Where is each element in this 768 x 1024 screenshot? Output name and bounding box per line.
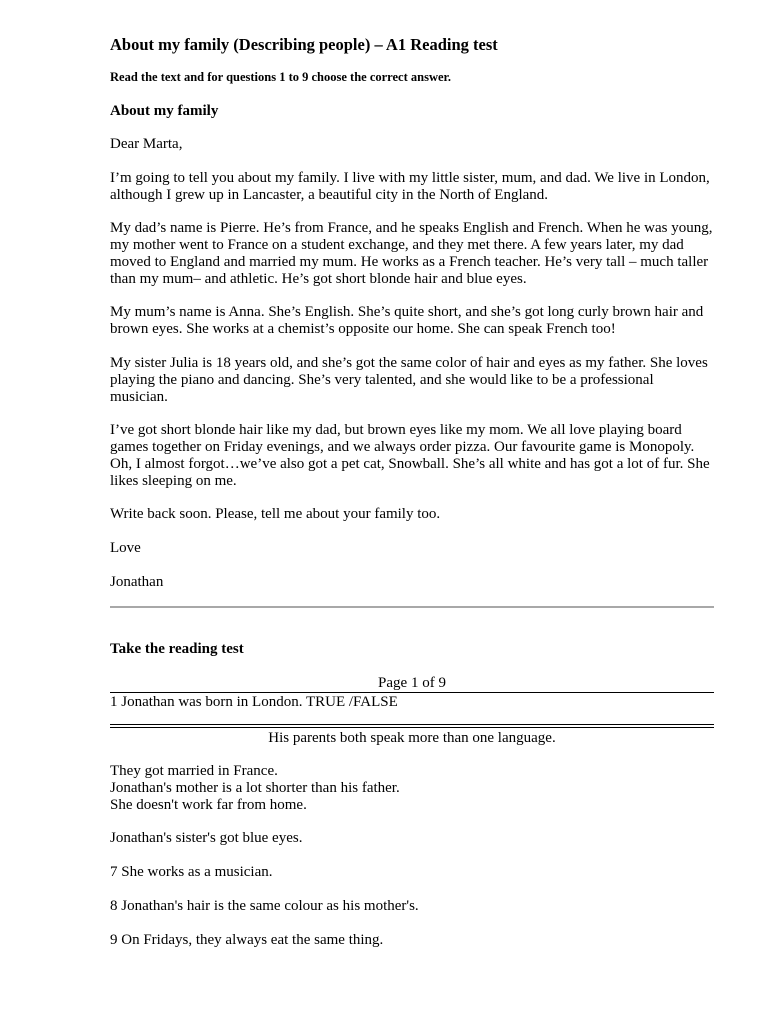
letter-heading: About my family: [110, 103, 219, 119]
question-2: His parents both speak more than one language.: [268, 730, 556, 746]
question-9: 9 On Fridays, they always eat the same thing.: [110, 932, 384, 948]
letter-closing-request: Write back soon. Please, tell me about your family too.: [110, 506, 441, 522]
section-divider: [110, 606, 714, 608]
letter-paragraph-5: I’ve got short blonde hair like my dad, but brown eyes like my mom. We all love playing board games together on Friday evenings, and we always order pizza. Our favourite game is Monopoly. Oh, I almost forgot…we’ve also got a pet cat, Snowball. She’s all white and has got a lot of fur. She likes sleeping on me.: [110, 422, 710, 489]
letter-paragraph-1: I’m going to tell you about my family. I live with my little sister, mum, and dad. We live in London, although I grew up in Lancaster, a beautiful city in the North of England.: [110, 170, 710, 203]
question-7: 7 She works as a musician.: [110, 864, 273, 880]
letter-signoff: Love: [110, 540, 141, 556]
test-heading: Take the reading test: [110, 641, 244, 657]
question-5: She doesn't work far from home.: [110, 797, 307, 813]
letter-paragraph-4: My sister Julia is 18 years old, and she’s got the same color of hair and eyes as my father. She loves playing the piano and dancing. She’s very talented, and she would like to be a professional musician.: [110, 355, 708, 405]
letter-greeting: Dear Marta,: [110, 136, 183, 152]
letter-paragraph-3: My mum’s name is Anna. She’s English. She’s quite short, and she’s got long curly brown hair and brown eyes. She works at a chemist’s opposite our home. She can speak French too!: [110, 304, 704, 337]
instructions: Read the text and for questions 1 to 9 choose the correct answer.: [110, 70, 452, 84]
question-top-rule: [110, 692, 714, 693]
question-6: Jonathan's sister's got blue eyes.: [110, 830, 303, 846]
question-3: They got married in France.: [110, 763, 278, 779]
letter-signature: Jonathan: [110, 574, 164, 590]
page-title: About my family (Describing people) – A1 Reading test: [110, 35, 498, 54]
question-1: 1 Jonathan was born in London. TRUE /FALSE: [110, 694, 398, 710]
letter-paragraph-2: My dad’s name is Pierre. He’s from France, and he speaks English and French. When he was young, my mother went to France on a student exchange, and they met there. A few years later, my dad moved to England and married my mum. He works as a French teacher. He’s very tall – much taller than my mum– and athletic. He’s got short blonde hair and blue eyes.: [110, 220, 713, 287]
question-8: 8 Jonathan's hair is the same colour as his mother's.: [110, 898, 419, 914]
question-double-rule-bottom: [110, 727, 714, 728]
question-4: Jonathan's mother is a lot shorter than his father.: [110, 780, 400, 796]
page-indicator: Page 1 of 9: [378, 675, 446, 691]
question-double-rule-top: [110, 724, 714, 725]
